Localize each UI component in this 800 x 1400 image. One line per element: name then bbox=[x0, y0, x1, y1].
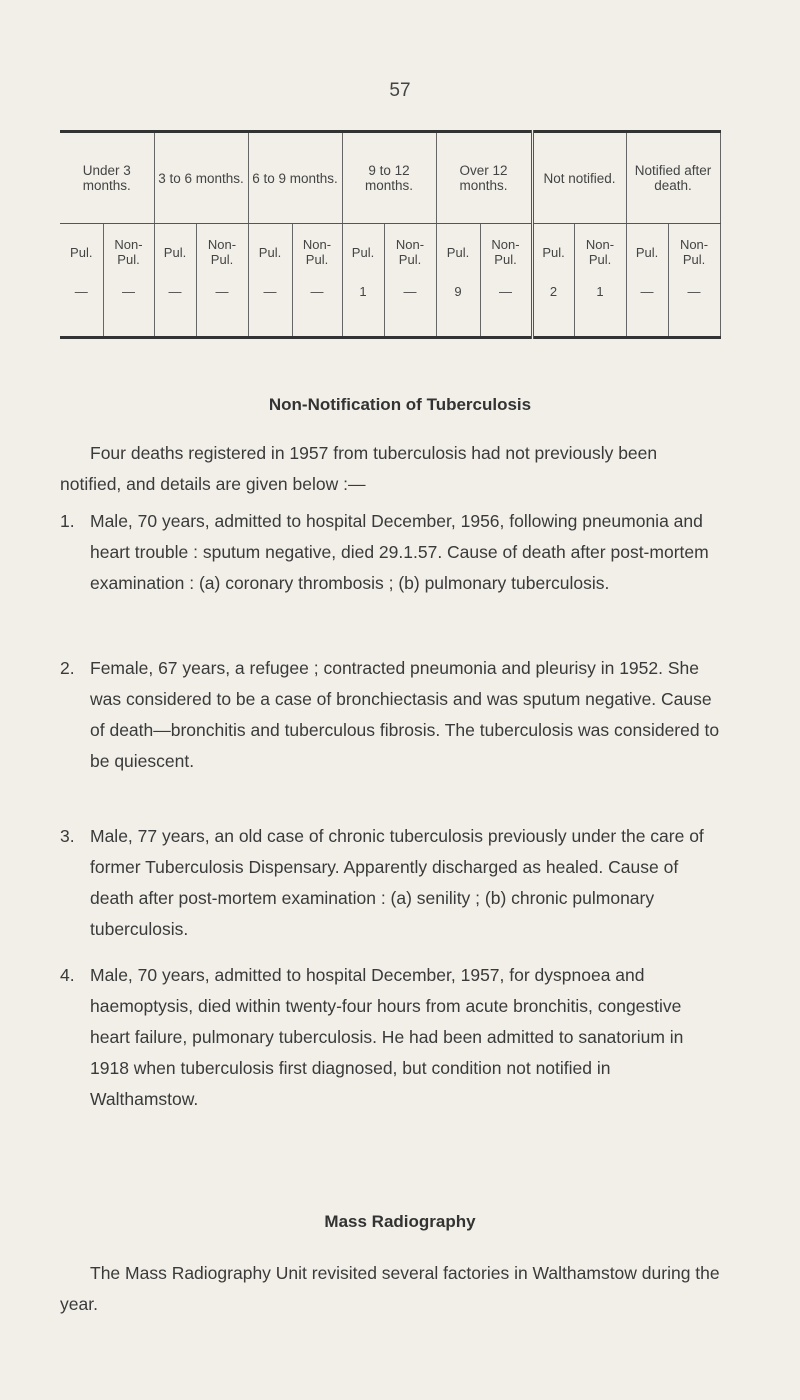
subheader-cell: Pul. bbox=[436, 224, 480, 281]
table-cell: — bbox=[154, 280, 196, 338]
subheader-cell: Non-Pul. bbox=[574, 224, 626, 281]
subheader-cell: Non-Pul. bbox=[196, 224, 248, 281]
case-text: Male, 70 years, admitted to hospital December, 1957, for dyspnoea and haemoptysis, died within twenty-four hours from acute bronchitis, congestive heart failure, pulmonary tuberculosis. He had been admitted to sanatorium in 1918 when tuberculosis first diagnosed, but condition not notified in Walthamstow. bbox=[90, 965, 684, 1109]
subheader-cell: Non-Pul. bbox=[103, 224, 154, 281]
subheader-cell: Pul. bbox=[248, 224, 292, 281]
group-header-3-to-6: 3 to 6 months. bbox=[154, 132, 248, 224]
subheader-cell: Non-Pul. bbox=[668, 224, 720, 281]
case-text: Male, 77 years, an old case of chronic tuberculosis previously under the care of former Tuberculosis Dispensary. Apparently discharged as healed. Cause of death after post-mortem examination : (a) senility ; (b) chronic pulmonary tuberculosis. bbox=[90, 826, 704, 939]
table-cell: 1 bbox=[574, 280, 626, 338]
case-number: 3. bbox=[60, 826, 75, 846]
table-cell: — bbox=[196, 280, 248, 338]
table-cell: 1 bbox=[342, 280, 384, 338]
notification-interval-table bbox=[60, 130, 721, 339]
case-number: 1. bbox=[60, 511, 75, 531]
subheader-cell: Pul. bbox=[60, 224, 103, 281]
table-cell: — bbox=[480, 280, 532, 338]
table-subheader-row bbox=[60, 224, 720, 281]
table-cell: — bbox=[292, 280, 342, 338]
mass-radiography-text: The Mass Radiography Unit revisited several factories in Walthamstow during the year. bbox=[60, 1263, 720, 1314]
group-header-9-to-12: 9 to 12 months. bbox=[342, 132, 436, 224]
non-notification-heading: Non-Notification of Tuberculosis bbox=[268, 395, 532, 414]
group-header-not-notified: Not notified. bbox=[532, 132, 626, 224]
table-cell: — bbox=[103, 280, 154, 338]
subheader-cell: Pul. bbox=[532, 224, 574, 281]
table-cell: — bbox=[60, 280, 103, 338]
group-header-under-3: Under 3 months. bbox=[60, 132, 154, 224]
case-number: 2. bbox=[60, 658, 75, 678]
table-group-header-row bbox=[60, 132, 720, 224]
group-header-over-12: Over 12 months. bbox=[436, 132, 532, 224]
subheader-cell: Non-Pul. bbox=[292, 224, 342, 281]
group-header-6-to-9: 6 to 9 months. bbox=[248, 132, 342, 224]
group-header-notified-after-death: Notified after death. bbox=[626, 132, 720, 224]
case-text: Male, 70 years, admitted to hospital December, 1956, following pneumonia and heart trouble : sputum negative, died 29.1.57. Cause of death after post-mortem examination : (a) coronary thrombosis ; (b) pulmonary tuberculosis. bbox=[90, 511, 709, 593]
non-notification-intro: Four deaths registered in 1957 from tuberculosis had not previously been notified, and details are given below :— bbox=[60, 443, 658, 494]
subheader-cell: Non-Pul. bbox=[480, 224, 532, 281]
page-number: 57 bbox=[389, 80, 411, 101]
subheader-cell: Pul. bbox=[154, 224, 196, 281]
subheader-cell: Pul. bbox=[342, 224, 384, 281]
table-cell: — bbox=[384, 280, 436, 338]
table-cell: — bbox=[248, 280, 292, 338]
table-cell: 9 bbox=[436, 280, 480, 338]
table-cell: — bbox=[668, 280, 720, 338]
table-value-row bbox=[60, 280, 720, 338]
table-cell: — bbox=[626, 280, 668, 338]
subheader-cell: Pul. bbox=[626, 224, 668, 281]
table-cell: 2 bbox=[532, 280, 574, 338]
case-text: Female, 67 years, a refugee ; contracted pneumonia and pleurisy in 1952. She was considered to be a case of bronchiectasis and was sputum negative. Cause of death—bronchitis and tuberculous fibrosis. The tuberculosis was considered to be quiescent. bbox=[90, 658, 720, 771]
mass-radiography-heading: Mass Radiography bbox=[324, 1212, 476, 1231]
case-number: 4. bbox=[60, 965, 75, 985]
notification-table-wrapper bbox=[60, 130, 720, 339]
subheader-cell: Non-Pul. bbox=[384, 224, 436, 281]
